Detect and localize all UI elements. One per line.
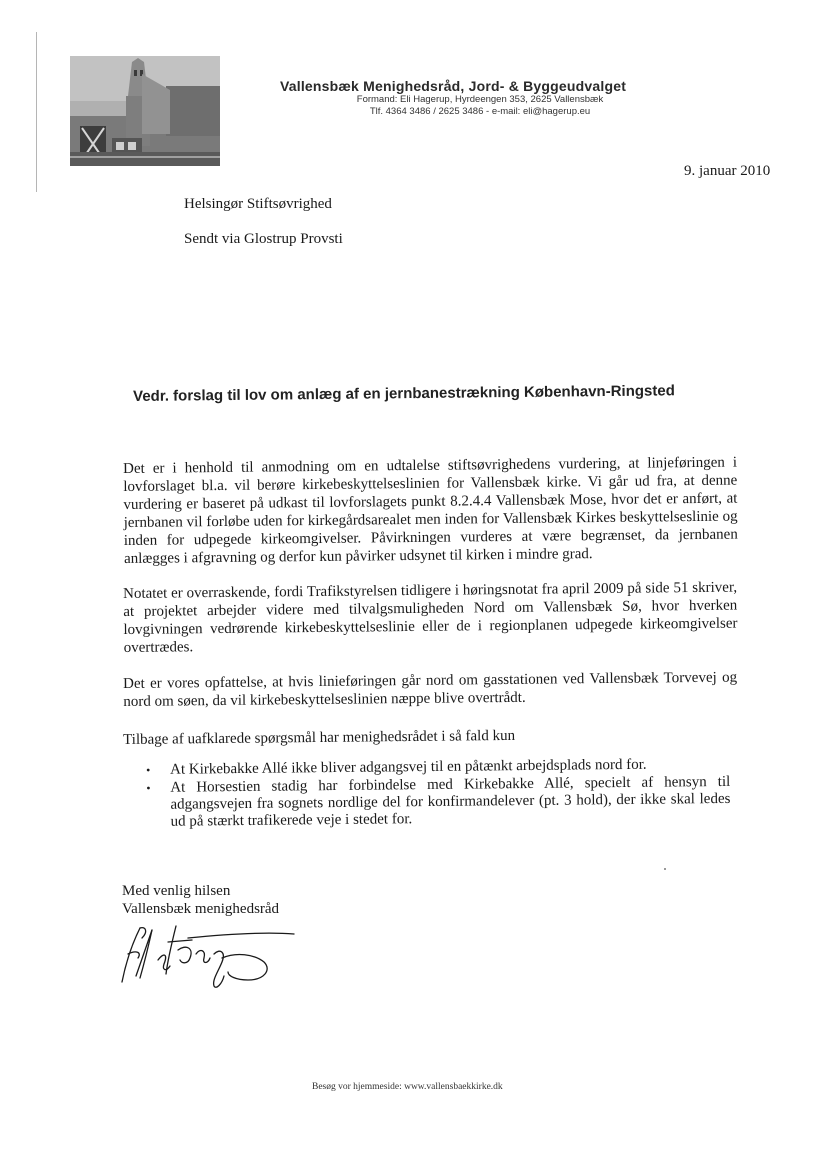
- letter-subject: Vedr. forslag til lov om anlæg af en jernbanestrækning København-Ringsted: [133, 382, 675, 405]
- chairman-address: Formand: Eli Hagerup, Hyrdeengen 353, 2625 Vallensbæk: [356, 94, 604, 105]
- scan-speck: [664, 868, 666, 870]
- church-photo: [70, 56, 220, 166]
- bullet-icon: •: [146, 762, 151, 777]
- closing-sender: Vallensbæk menighedsråd: [122, 901, 280, 917]
- body-paragraph-2: Notatet er overraskende, fordi Trafikstyrelsen tidligere i høringsnotat fra april 2009 på side 51 skriver, at projektet arbejder videre med tilvalgsmuligheden Nord om Vallensbæk Sø, hvor hverken lovgivningen vedrørende kirkebeskyttelseslinie eller de i regionplanen udpegede kirkeomgivelser overtrædes.: [123, 579, 738, 656]
- concerns-list: [146, 756, 731, 832]
- organization-name: Vallensbæk Menighedsråd, Jord- & Byggeudvalget: [280, 78, 627, 94]
- letterhead: [280, 78, 720, 118]
- closing-greeting: Med venlig hilsen: [122, 883, 231, 899]
- list-item-text: At Horsestien stadig har forbindelse med Kirkebakke Allé, specielt af hensyn til adgangsvejen fra sognets nordlige del for konfirmandelever (pt. 3 hold), der ikke skal ledes ud på stærkt trafikerede veje i stedet for.: [170, 773, 731, 830]
- scan-margin-line: [36, 32, 37, 192]
- closing-block: [122, 882, 279, 918]
- body-paragraph-4: Tilbage af uafklarede spørgsmål har menighedsrådet i så fald kun: [123, 727, 516, 748]
- contact-details: Tlf. 4364 3486 / 2625 3486 - e-mail: eli@hagerup.eu: [369, 106, 591, 117]
- handwritten-signature: [118, 920, 298, 1000]
- recipient-routing: Sendt via Glostrup Provsti: [184, 231, 343, 247]
- list-item: [146, 774, 731, 831]
- recipient-name: Helsingør Stiftsøvrighed: [184, 196, 332, 212]
- body-paragraph-3: Det er vores opfattelse, at hvis linieføringen går nord om gasstationen ved Vallensbæk Torvevej og nord om søen, da vil kirkebeskyttelseslinien næppe blive overtrådt.: [123, 669, 738, 710]
- footer-website: Besøg vor hjemmeside: www.vallensbaekkirke.dk: [312, 1082, 503, 1092]
- body-paragraph-1: Det er i henhold til anmodning om en udtalelse stiftsøvrighedens vurdering, at linjeføringen i lovforslaget bl.a. vil berøre kirkebeskyttelseslinien for Vallensbæk kirke. Vi går ud fra, at denne vurdering er baseret på udkast til lovforslagets punkt 8.2.4.4 Vallensbæk Mose, hvor det er anført, at jernbanen vil forløbe uden for kirkegårdsarealet men inden for Vallensbæk Kirkes beskyttelseslinie og inden for udpegede kirkeomgivelser. Påvirkningen vurderes at være begrænset, da jernbanen anlægges i afgravning og derfor kun påvirker udsynet til kirken i mindre grad.: [123, 454, 738, 567]
- list-item-text: At Kirkebakke Allé ikke bliver adgangsvej til en påtænkt arbejdsplads nord for.: [169, 756, 647, 778]
- letter-date: 9. januar 2010: [684, 163, 771, 179]
- bullet-icon: •: [146, 780, 151, 795]
